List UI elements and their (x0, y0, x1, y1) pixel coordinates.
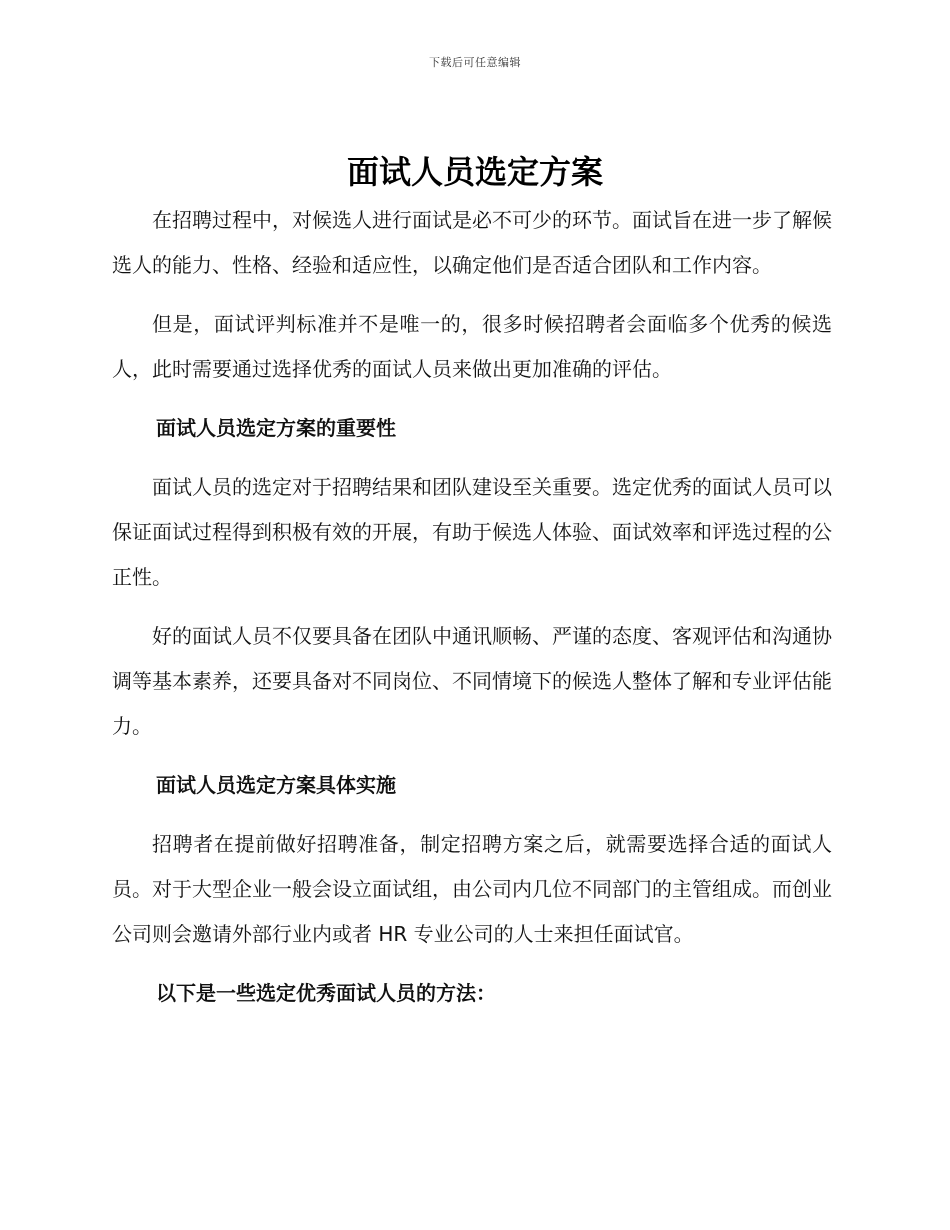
section-heading-methods: 以下是一些选定优秀面试人员的方法： (156, 981, 496, 1005)
paragraph-evaluation-standard: 但是，面试评判标准并不是唯一的，很多时候招聘者会面临多个优秀的候选人，此时需要通过选择优秀的面试人员来做出更加准确的评估。 (112, 312, 832, 381)
paragraph-qualities: 好的面试人员不仅要具备在团队中通讯顺畅、严谨的态度、客观评估和沟通协调等基本素养，还要具备对不同岗位、不同情境下的候选人整体了解和专业评估能力。 (112, 624, 832, 738)
header-note: 下载后可任意编辑 (429, 56, 521, 69)
section-heading-importance: 面试人员选定方案的重要性 (156, 416, 396, 440)
paragraph-importance: 面试人员的选定对于招聘结果和团队建设至关重要。选定优秀的面试人员可以保证面试过程得到积极有效的开展，有助于候选人体验、面试效率和评选过程的公正性。 (112, 475, 832, 589)
paragraph-implementation: 招聘者在提前做好招聘准备，制定招聘方案之后，就需要选择合适的面试人员。对于大型企业一般会设立面试组，由公司内几位不同部门的主管组成。而创业公司则会邀请外部行业内或者 HR 专业公司的人士来担任面试官。 (112, 832, 832, 946)
document-body (112, 198, 832, 1016)
document-title: 面试人员选定方案 (346, 153, 603, 191)
paragraph-intro: 在招聘过程中，对候选人进行面试是必不可少的环节。面试旨在进一步了解候选人的能力、性格、经验和适应性，以确定他们是否适合团队和工作内容。 (112, 208, 832, 277)
section-heading-implementation: 面试人员选定方案具体实施 (156, 773, 396, 797)
